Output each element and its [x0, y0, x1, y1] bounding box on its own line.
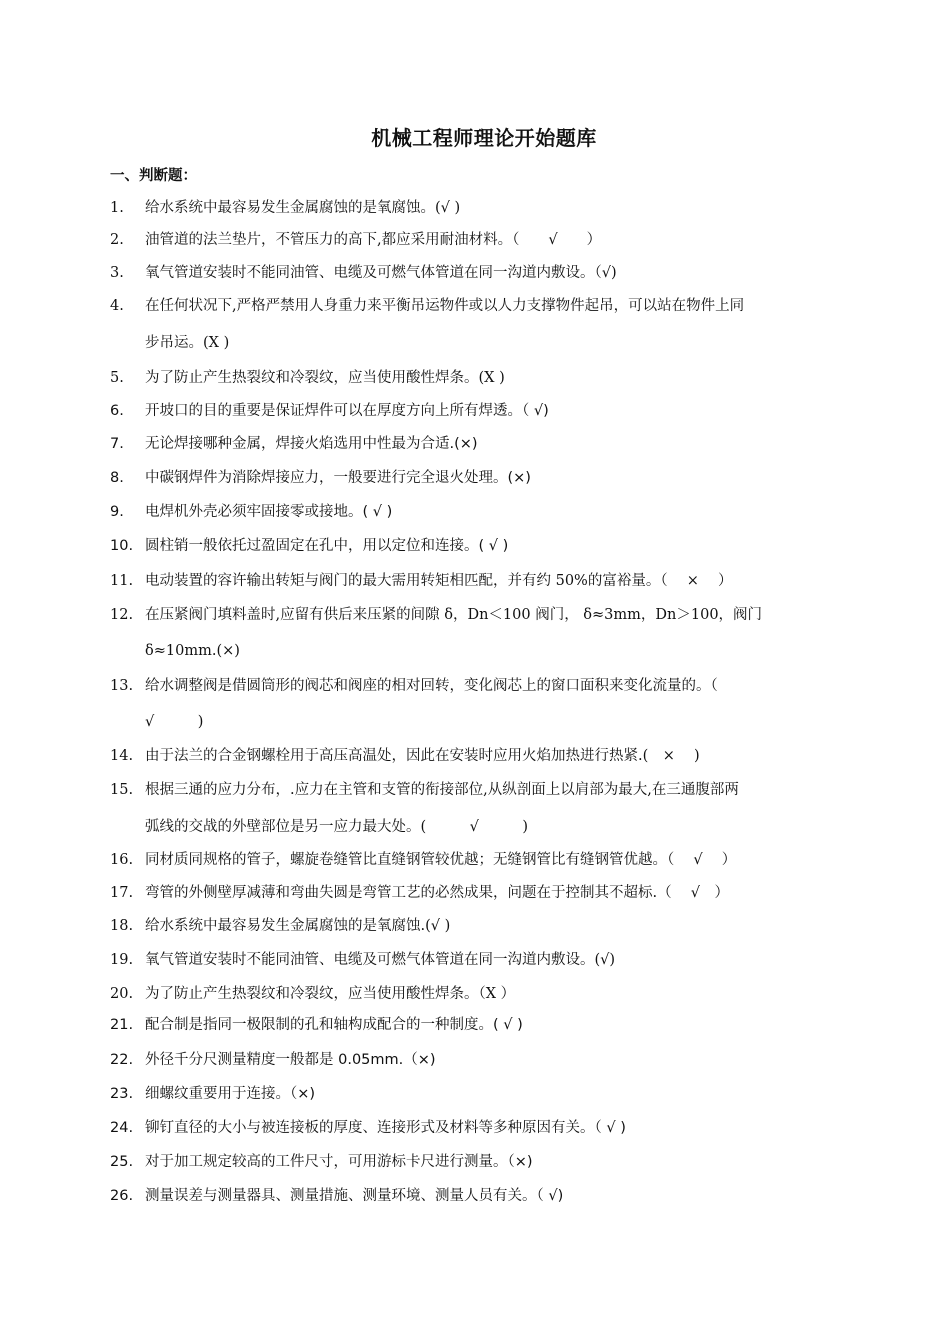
question-text: 氧气管道安装时不能同油管、电缆及可燃气体管道在同一沟道内敷设。(√): [145, 952, 616, 968]
question-number: 14.: [110, 748, 134, 764]
question-text: 同材质同规格的管子，螺旋卷缝管比直缝钢管较优越；无缝钢管比有缝钢管优越。（ √ ）: [145, 852, 737, 868]
question-number: 26.: [110, 1188, 134, 1204]
question-number: 24.: [110, 1120, 134, 1136]
question-number: 19.: [110, 952, 134, 968]
question-text: 给水系统中最容易发生金属腐蚀的是氧腐蚀。(√ ): [145, 200, 461, 216]
question-number: 20.: [110, 986, 134, 1002]
question-text-continued: √ ): [145, 714, 204, 730]
question-text-continued: δ≈10mm.(×): [145, 643, 240, 659]
question-number: 11.: [110, 573, 134, 589]
question-text: 根据三通的应力分布，.应力在主管和支管的衔接部位,从纵剖面上以肩部为最大,在三通腹部两: [145, 782, 739, 798]
question-text: 给水系统中最容易发生金属腐蚀的是氧腐蚀.(√ ): [145, 918, 451, 934]
question-text: 外径千分尺测量精度一般都是 0.05mm.（×): [145, 1052, 436, 1068]
page-title: 机械工程师理论开始题库: [371, 126, 597, 150]
question-number: 13.: [110, 678, 134, 694]
question-number: 1.: [110, 200, 124, 216]
section-heading: 一、判断题：: [110, 167, 197, 184]
question-text: 为了防止产生热裂纹和冷裂纹，应当使用酸性焊条。（X ）: [145, 986, 516, 1002]
question-number: 4.: [110, 298, 124, 314]
question-text: 测量误差与测量器具、测量措施、测量环境、测量人员有关。（ √): [145, 1188, 564, 1204]
question-text-continued: 弧线的交战的外壁部位是另一应力最大处。( √ ): [145, 819, 529, 835]
question-text: 氧气管道安装时不能同油管、电缆及可燃气体管道在同一沟道内敷设。（√): [145, 265, 617, 281]
question-text: 电动装置的容许输出转矩与阀门的最大需用转矩相匹配，并有约 50%的富裕量。（ × ）: [145, 573, 733, 589]
question-text: 在压紧阀门填料盖时,应留有供后来压紧的间隙 δ，Dn＜100 阀门， δ≈3mm，Dn＞100，阀门: [145, 607, 763, 623]
question-number: 7.: [110, 436, 124, 452]
question-text: 给水调整阀是借圆筒形的阀芯和阀座的相对回转，变化阀芯上的窗口面积来变化流量的。（: [145, 678, 718, 694]
question-text: 铆钉直径的大小与被连接板的厚度、连接形式及材料等多种原因有关。（ √ ): [145, 1120, 626, 1136]
question-text: 开坡口的目的重要是保证焊件可以在厚度方向上所有焊透。（ √): [145, 403, 549, 419]
question-number: 22.: [110, 1052, 134, 1068]
question-text: 对于加工规定较高的工件尺寸，可用游标卡尺进行测量。（×): [145, 1154, 533, 1170]
question-number: 9.: [110, 504, 124, 520]
question-number: 6.: [110, 403, 124, 419]
question-text: 为了防止产生热裂纹和冷裂纹，应当使用酸性焊条。(X ): [145, 370, 505, 386]
question-number: 8.: [110, 470, 124, 486]
question-text: 电焊机外壳必须牢固接零或接地。( √ ): [145, 504, 393, 520]
question-number: 2.: [110, 232, 124, 248]
question-number: 18.: [110, 918, 134, 934]
question-number: 25.: [110, 1154, 134, 1170]
question-number: 12.: [110, 607, 134, 623]
question-number: 5.: [110, 370, 124, 386]
question-number: 16.: [110, 852, 134, 868]
question-text-continued: 步吊运。(X ): [145, 335, 230, 351]
question-number: 3.: [110, 265, 124, 281]
question-number: 10.: [110, 538, 134, 554]
question-text: 配合制是指同一极限制的孔和轴构成配合的一种制度。( √ ): [145, 1017, 523, 1033]
question-text: 无论焊接哪种金属，焊接火焰选用中性最为合适.(×): [145, 436, 478, 452]
question-text: 在任何状况下,严格严禁用人身重力来平衡吊运物件或以人力支撑物件起吊，可以站在物件上同: [145, 298, 745, 314]
question-number: 17.: [110, 885, 134, 901]
question-number: 23.: [110, 1086, 134, 1102]
question-text: 圆柱销一般依托过盈固定在孔中，用以定位和连接。( √ ): [145, 538, 509, 554]
question-text: 油管道的法兰垫片，不管压力的高下,都应采用耐油材料。（ √ ）: [145, 232, 602, 248]
question-text: 细螺纹重要用于连接。（×): [145, 1086, 316, 1102]
question-text: 由于法兰的合金钢螺栓用于高压高温处，因此在安装时应用火焰加热进行热紧.( × ): [145, 748, 700, 764]
question-number: 15.: [110, 782, 134, 798]
question-text: 中碳钢焊件为消除焊接应力，一般要进行完全退火处理。(×): [145, 470, 531, 486]
question-text: 弯管的外侧壁厚减薄和弯曲失圆是弯管工艺的必然成果，问题在于控制其不超标.（ √ ）: [145, 885, 729, 901]
question-number: 21.: [110, 1017, 134, 1033]
